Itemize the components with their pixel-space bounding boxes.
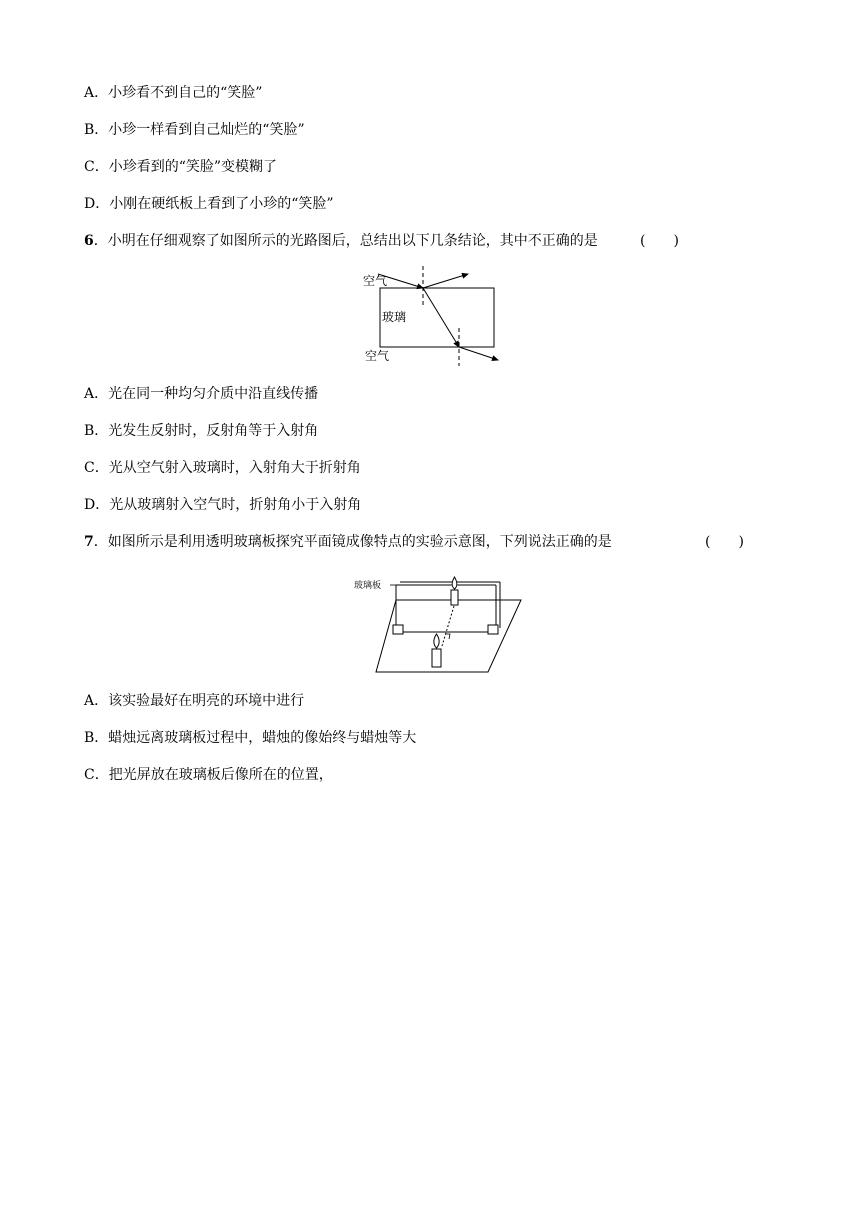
plate-stand-left: [393, 625, 403, 634]
q7-option-a: A．该实验最好在明亮的环境中进行: [84, 693, 305, 709]
q5-option-a: A．小珍看不到自己的“笑脸”: [84, 85, 263, 101]
table-plane: [376, 600, 521, 672]
q7-number: 7: [84, 534, 94, 550]
q6-stem: [84, 232, 598, 250]
plate-stand-right: [488, 625, 498, 634]
q6-light-path-figure: [355, 262, 515, 372]
q7-stem-text: ．如图所示是利用透明玻璃板探究平面镜成像特点的实验示意图，下列说法正确的是: [93, 534, 612, 550]
reflected-ray: [423, 274, 468, 288]
image-object-connector: [442, 606, 454, 646]
q7-stem: [84, 533, 612, 551]
q7-option-b: B．蜡烛远离玻璃板过程中，蜡烛的像始终与蜡烛等大: [84, 730, 417, 746]
refracted-ray: [423, 288, 459, 347]
candle-object: [432, 634, 441, 667]
q6-number: 6: [84, 233, 94, 249]
q6-stem-text: ．小明在仔细观察了如图所示的光路图后，总结出以下几条结论，其中不正确的是: [93, 233, 598, 249]
candle-image: [451, 577, 458, 605]
emergent-ray: [459, 347, 498, 360]
q5-option-b: B．小珍一样看到自己灿烂的“笑脸”: [84, 122, 305, 138]
right-angle-mark: [446, 634, 450, 639]
q7-option-c: C．把光屏放在玻璃板后像所在的位置，: [84, 767, 333, 783]
q6-option-d: D．光从玻璃射入空气时，折射角小于入射角: [84, 497, 362, 513]
q5-option-d: D．小刚在硬纸板上看到了小珍的“笑脸”: [84, 196, 334, 212]
label-air-bottom: 空气: [365, 349, 390, 363]
q6-option-b: B．光发生反射时，反射角等于入射角: [84, 423, 319, 439]
q7-answer-paren: ( ): [705, 534, 744, 550]
label-air-top: 空气: [363, 274, 388, 288]
q6-option-c: C．光从空气射入玻璃时，入射角大于折射角: [84, 460, 361, 476]
label-glass: 玻璃: [382, 310, 407, 324]
label-glass-plate: 玻璃板: [354, 581, 382, 591]
q7-mirror-experiment-figure: [350, 568, 525, 676]
q6-option-a: A．光在同一种均匀介质中沿直线传播: [84, 386, 319, 402]
q5-option-c: C．小珍看到的“笑脸”变模糊了: [84, 159, 278, 175]
q6-answer-paren: ( ): [640, 233, 679, 249]
